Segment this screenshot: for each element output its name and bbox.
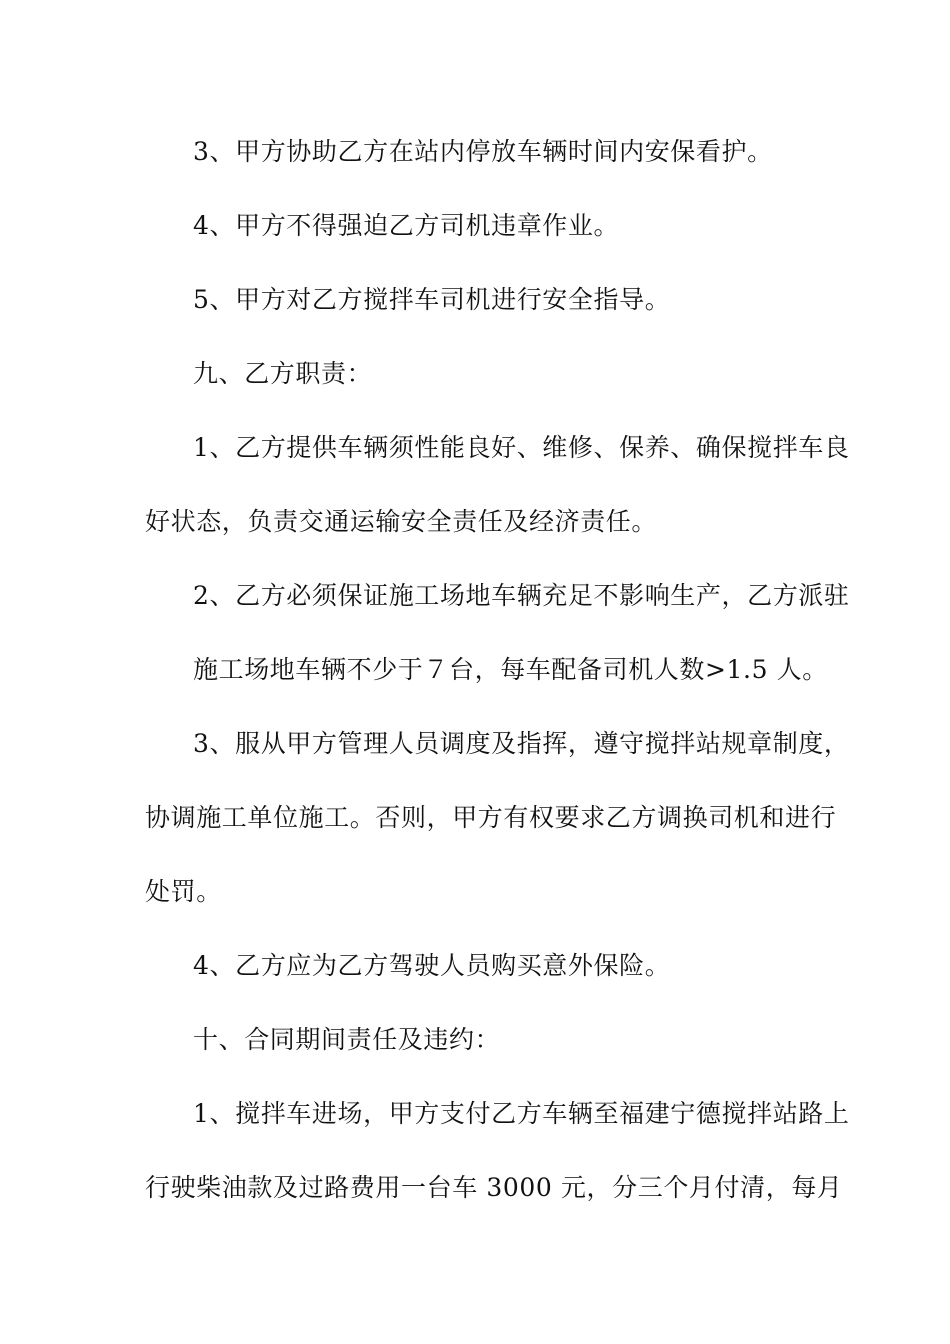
clause-8-4: 4、甲方不得强迫乙方司机违章作业。	[193, 211, 620, 240]
section-heading-10: 十、合同期间责任及违约：	[193, 1025, 501, 1054]
clause-9-1-line-1: 1、乙方提供车辆须性能良好、维修、保养、确保搅拌车良	[193, 433, 850, 462]
clause-9-3-line-3: 处罚。	[145, 877, 222, 906]
clause-10-1-line-1: 1、搅拌车进场，甲方支付乙方车辆至福建宁德搅拌站路上	[193, 1099, 850, 1128]
clause-9-4: 4、乙方应为乙方驾驶人员购买意外保险。	[193, 951, 671, 980]
clause-9-2-line-2: 施工场地车辆不少于７台，每车配备司机人数>1.5 人。	[193, 655, 828, 684]
clause-10-1-line-2: 行驶柴油款及过路费用一台车 3000 元，分三个月付清，每月	[145, 1173, 843, 1202]
section-heading-9: 九、乙方职责：	[193, 359, 373, 388]
clause-8-3: 3、甲方协助乙方在站内停放车辆时间内安保看护。	[193, 137, 773, 166]
clause-9-2-line-1: 2、乙方必须保证施工场地车辆充足不影响生产，乙方派驻	[193, 581, 850, 610]
clause-9-3-line-2: 协调施工单位施工。否则，甲方有权要求乙方调换司机和进行	[145, 803, 837, 832]
clause-9-3-line-1: 3、服从甲方管理人员调度及指挥，遵守搅拌站规章制度，	[193, 729, 850, 758]
clause-9-1-line-2: 好状态，负责交通运输安全责任及经济责任。	[145, 507, 658, 536]
clause-8-5: 5、甲方对乙方搅拌车司机进行安全指导。	[193, 285, 671, 314]
